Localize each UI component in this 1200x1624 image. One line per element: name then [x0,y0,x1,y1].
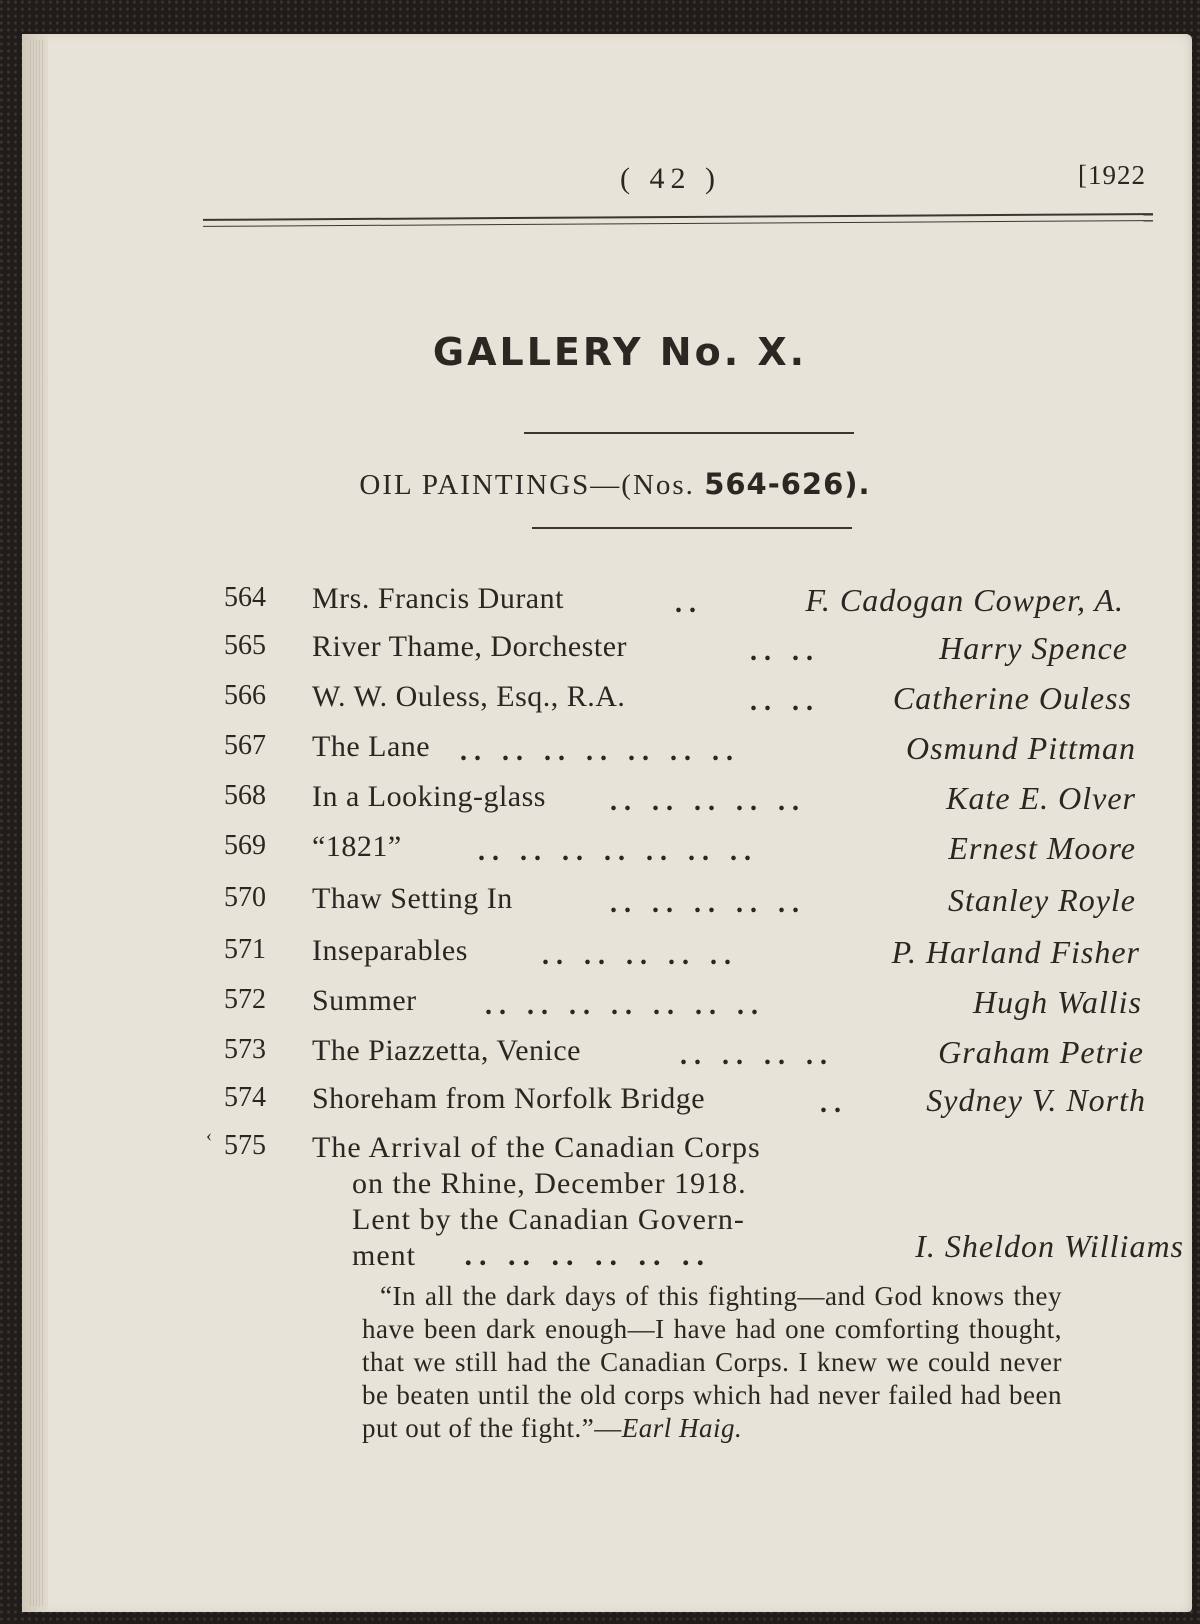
page-number: ( 42 ) [620,162,721,195]
catalogue-entry [220,934,1180,984]
entry-title: Thaw Setting In [312,882,513,915]
entry-number: 566 [224,680,266,711]
entry-number: 574 [224,1082,266,1113]
entry-title: In a Looking-glass [312,780,546,813]
entry-artist: F. Cadogan Cowper, A. [805,582,1124,618]
entry-number: 570 [224,882,266,913]
section-subtitle: OIL PAINTINGS—(Nos. 564-626). [359,467,871,501]
entry-number: 572 [224,984,266,1015]
entry-artist: Sydney V. North [926,1082,1146,1118]
catalogue-entry [220,882,1180,932]
entry-title: Mrs. Francis Durant [312,582,564,615]
entry-artist: Kate E. Olver [946,780,1136,816]
leader-dots: .. .. .. .. .. .. [464,1239,711,1272]
entry-artist: P. Harland Fisher [891,934,1140,970]
entry-artist: Ernest Moore [948,830,1136,866]
margin-mark: ‹ [206,1125,212,1145]
catalogue-entry [220,680,1180,730]
entry-artist: Graham Petrie [938,1034,1144,1070]
entry-title-line: The Arrival of the Canadian Corps [312,1131,761,1164]
entry-title: Inseparables [312,934,468,967]
leader-dots: .. [820,1088,848,1119]
entry-artist: Harry Spence [939,630,1128,666]
entry-title: W. W. Ouless, Esq., R.A. [312,680,626,713]
entry-artist: Osmund Pittman [906,730,1136,766]
leader-dots: .. .. .. .. .. [610,786,806,817]
leader-dots: .. .. .. .. .. .. .. [460,736,740,767]
leader-dots: .. .. [750,686,820,717]
catalogue-entry [220,830,1180,880]
entry-title: The Piazzetta, Venice [312,1034,581,1067]
entry-number: 573 [224,1034,266,1065]
entry-number: 569 [224,830,266,861]
catalogue-entry [220,1082,1180,1132]
entry-title-multiline [312,1130,761,1274]
catalogue-entry [220,984,1180,1034]
entry-title: River Thame, Dorchester [312,630,628,663]
entry-number: 564 [224,582,266,613]
subtitle-rule [532,527,852,529]
entry-number: 571 [224,934,266,965]
entry-title: Shoreham from Norfolk Bridge [312,1082,706,1115]
entry-number: 567 [224,730,266,761]
entry-title-line: ment [352,1239,416,1272]
leader-dots: .. .. .. .. .. .. .. [485,990,765,1021]
running-head-year: [1922 [1078,160,1146,190]
entry-number: 575 [224,1130,266,1161]
leader-dots: .. .. .. .. [680,1040,834,1071]
page-edges [30,40,44,1606]
entry-artist: Hugh Wallis [973,984,1142,1020]
title-rule [524,432,854,434]
leader-dots: .. [675,588,703,619]
leader-dots: .. .. [750,636,820,667]
entry-artist: Catherine Ouless [892,680,1132,716]
entry-title-line: Lent by the Canadian Govern- [352,1203,745,1236]
quote-text: “In all the dark days of this fighting—and God knows they have been dark enough—I have had one comforting thought, that we still had the Canadian Corps. I knew we could never be beaten until the old corps which had never failed had been put out of the fight.”— [362,1281,1062,1443]
leader-dots: .. .. .. .. .. [610,888,806,919]
leader-dots: .. .. .. .. .. .. .. [478,836,758,867]
gallery-title: GALLERY No. X. [432,330,808,374]
entry-artist: Stanley Royle [947,882,1136,918]
catalogue-entry [220,582,1180,632]
entry-title-line: on the Rhine, December 1918. [352,1167,747,1200]
quotation [362,1280,1062,1445]
catalogue-entry [220,780,1180,830]
catalogue-range: 564-626 [704,467,845,501]
entry-number: 568 [224,780,266,811]
entry-title-line-last [352,1238,761,1274]
entry-title: Summer [312,984,417,1017]
leader-dots: .. .. .. .. .. [542,940,738,971]
catalogue-entry [220,730,1180,780]
entry-artist: I. Sheldon Williams [915,1228,1184,1264]
catalogue-entry [220,1034,1180,1084]
entry-title: The Lane [312,730,431,763]
entry-title: “1821” [312,830,402,863]
catalogue-entry [220,630,1180,680]
entry-number: 565 [224,630,266,661]
quote-author: Earl Haig. [621,1413,743,1443]
